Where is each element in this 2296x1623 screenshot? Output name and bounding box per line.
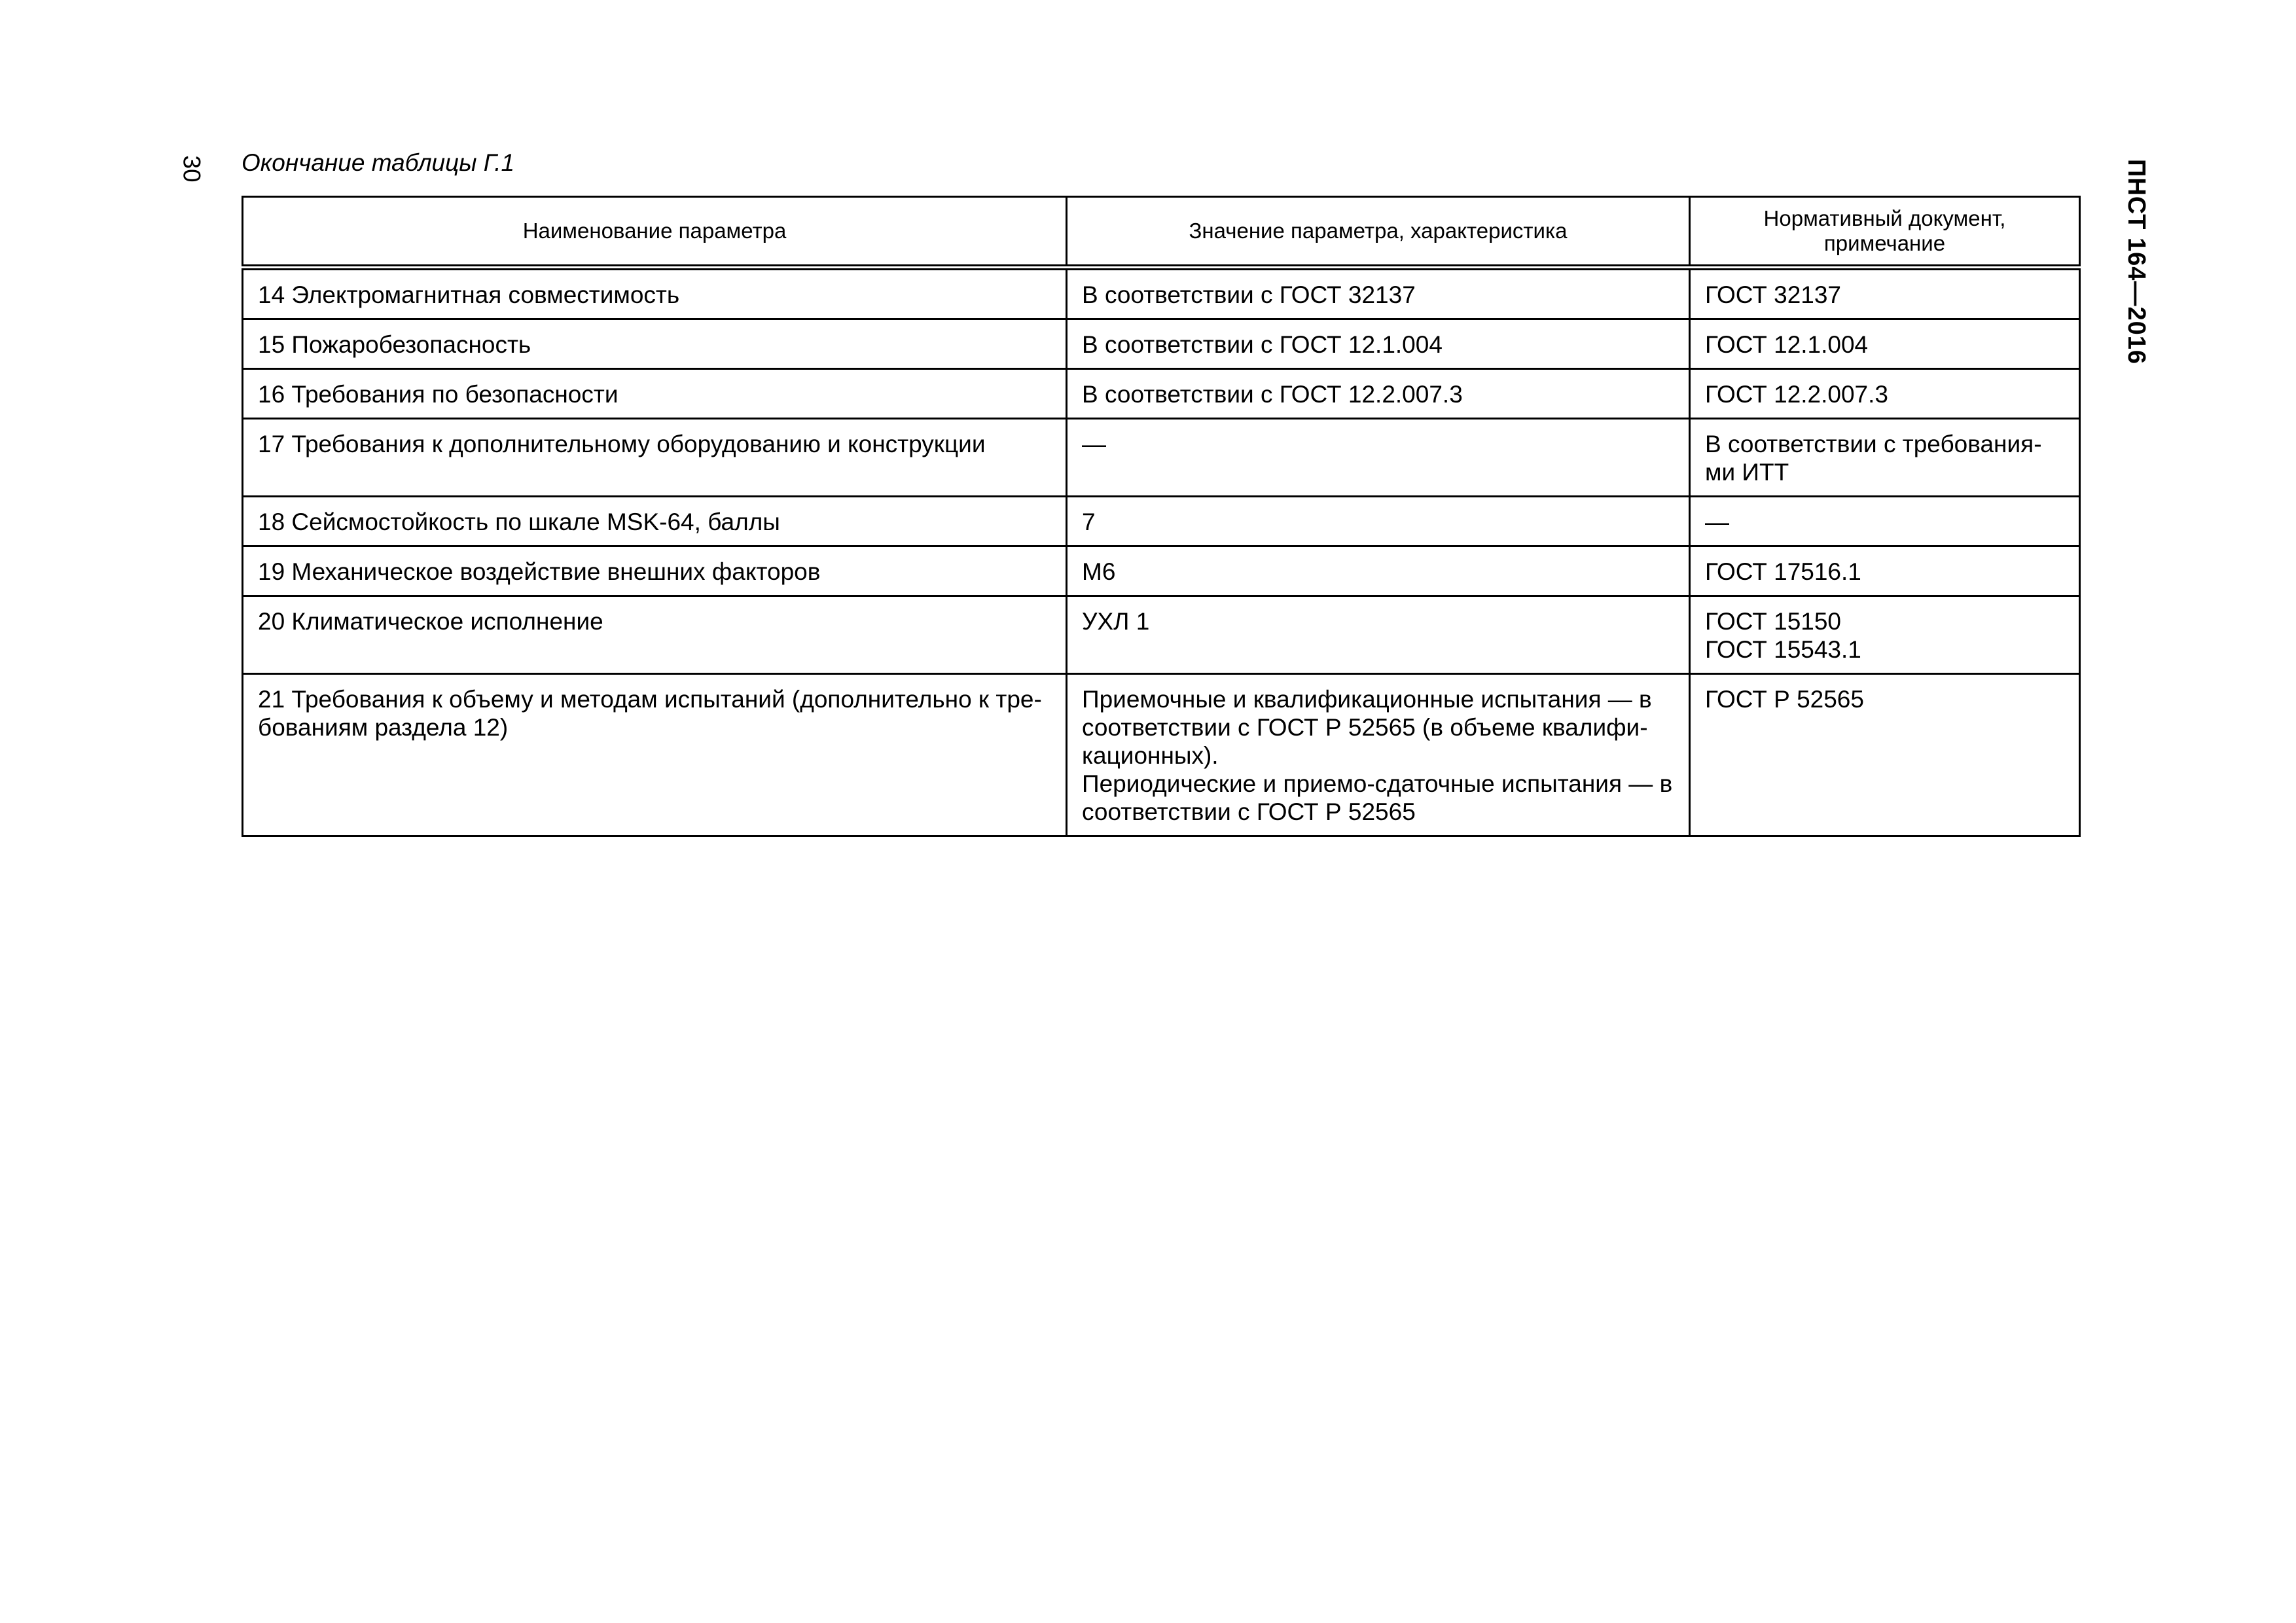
cell-line: 20 Климатическое исполнение [258, 608, 603, 635]
cell-line: 19 Механическое воздействие внешних факторов [258, 558, 821, 585]
table-caption: Окончание таблицы Г.1 [242, 149, 515, 176]
cell-line: ГОСТ 15543.1 [1705, 636, 1861, 663]
header-normative-document: Нормативный документ, примечание [1690, 197, 2080, 268]
cell-line: ГОСТ 32137 [1705, 281, 1841, 308]
cell-line: ГОСТ 12.1.004 [1705, 331, 1869, 358]
cell-line: 21 Требования к объему и методам испытаний (дополнительно к тре- [258, 686, 1042, 713]
cell-line: ГОСТ 17516.1 [1705, 558, 1861, 585]
cell-line: УХЛ 1 [1082, 608, 1150, 635]
cell-line: 18 Сейсмостойкость по шкале MSK-64, баллы [258, 508, 780, 535]
document-cell [1690, 497, 2080, 546]
value-cell [1067, 546, 1690, 596]
value-cell [1067, 674, 1690, 836]
table-row [243, 419, 2080, 497]
document-cell [1690, 268, 2080, 319]
cell-line: В соответствии с ГОСТ 32137 [1082, 281, 1416, 308]
parameter-cell [243, 369, 1067, 419]
value-cell [1067, 497, 1690, 546]
cell-line: ГОСТ Р 52565 [1705, 686, 1864, 713]
value-cell [1067, 419, 1690, 497]
document-cell [1690, 674, 2080, 836]
document-cell [1690, 419, 2080, 497]
cell-line: 7 [1082, 508, 1096, 535]
document-cell [1690, 546, 2080, 596]
parameter-cell [243, 596, 1067, 674]
value-cell [1067, 596, 1690, 674]
cell-line: соответствии с ГОСТ Р 52565 (в объеме квалифи- [1082, 714, 1648, 741]
cell-line: ми ИТТ [1705, 459, 1789, 486]
document-cell [1690, 319, 2080, 369]
table-row [243, 546, 2080, 596]
cell-line: 14 Электромагнитная совместимость [258, 281, 680, 308]
table-row [243, 674, 2080, 836]
table-row [243, 369, 2080, 419]
cell-line: Периодические и приемо-сдаточные испытания — [1082, 770, 1653, 797]
cell-line: 16 Требования по безопасности [258, 381, 619, 408]
header-parameter-name: Наименование параметра [243, 197, 1067, 268]
cell-line: 17 Требования к дополнительному оборудованию и конструкции [258, 431, 986, 457]
cell-line: — [1705, 508, 1729, 535]
document-cell [1690, 596, 2080, 674]
cell-line: В соответствии с ГОСТ 12.2.007.3 [1082, 381, 1463, 408]
cell-line: ГОСТ 15150 [1705, 608, 1841, 635]
cell-line: В соответствии с ГОСТ 12.1.004 [1082, 331, 1443, 358]
page-number: 30 [178, 155, 206, 183]
parameter-cell [243, 546, 1067, 596]
parameter-cell [243, 319, 1067, 369]
header-parameter-value: Значение параметра, характеристика [1067, 197, 1690, 268]
parameter-cell [243, 268, 1067, 319]
document-code: ПНСТ 164—2016 [2123, 159, 2150, 365]
cell-line: кационных). [1082, 742, 1219, 769]
document-cell [1690, 369, 2080, 419]
value-cell [1067, 319, 1690, 369]
cell-line: В соответствии с требования- [1705, 431, 2042, 457]
cell-line: в соответствии с ГОСТ Р 52565 [1082, 770, 1673, 825]
parameter-cell [243, 497, 1067, 546]
cell-line: бованиям раздела 12) [258, 714, 509, 741]
cell-line: Приемочные и квалификационные испытания — в [1082, 686, 1652, 713]
cell-line: 15 Пожаробезопасность [258, 331, 531, 358]
value-cell [1067, 268, 1690, 319]
cell-line: ГОСТ 12.2.007.3 [1705, 381, 1888, 408]
value-cell [1067, 369, 1690, 419]
cell-line: — [1082, 431, 1106, 457]
table-row [243, 497, 2080, 546]
cell-line: М6 [1082, 558, 1116, 585]
table-row [243, 596, 2080, 674]
table-row [243, 268, 2080, 319]
parameter-cell [243, 674, 1067, 836]
parameters-table [242, 196, 2081, 837]
table-header-row [243, 197, 2080, 268]
parameter-cell [243, 419, 1067, 497]
table-row [243, 319, 2080, 369]
